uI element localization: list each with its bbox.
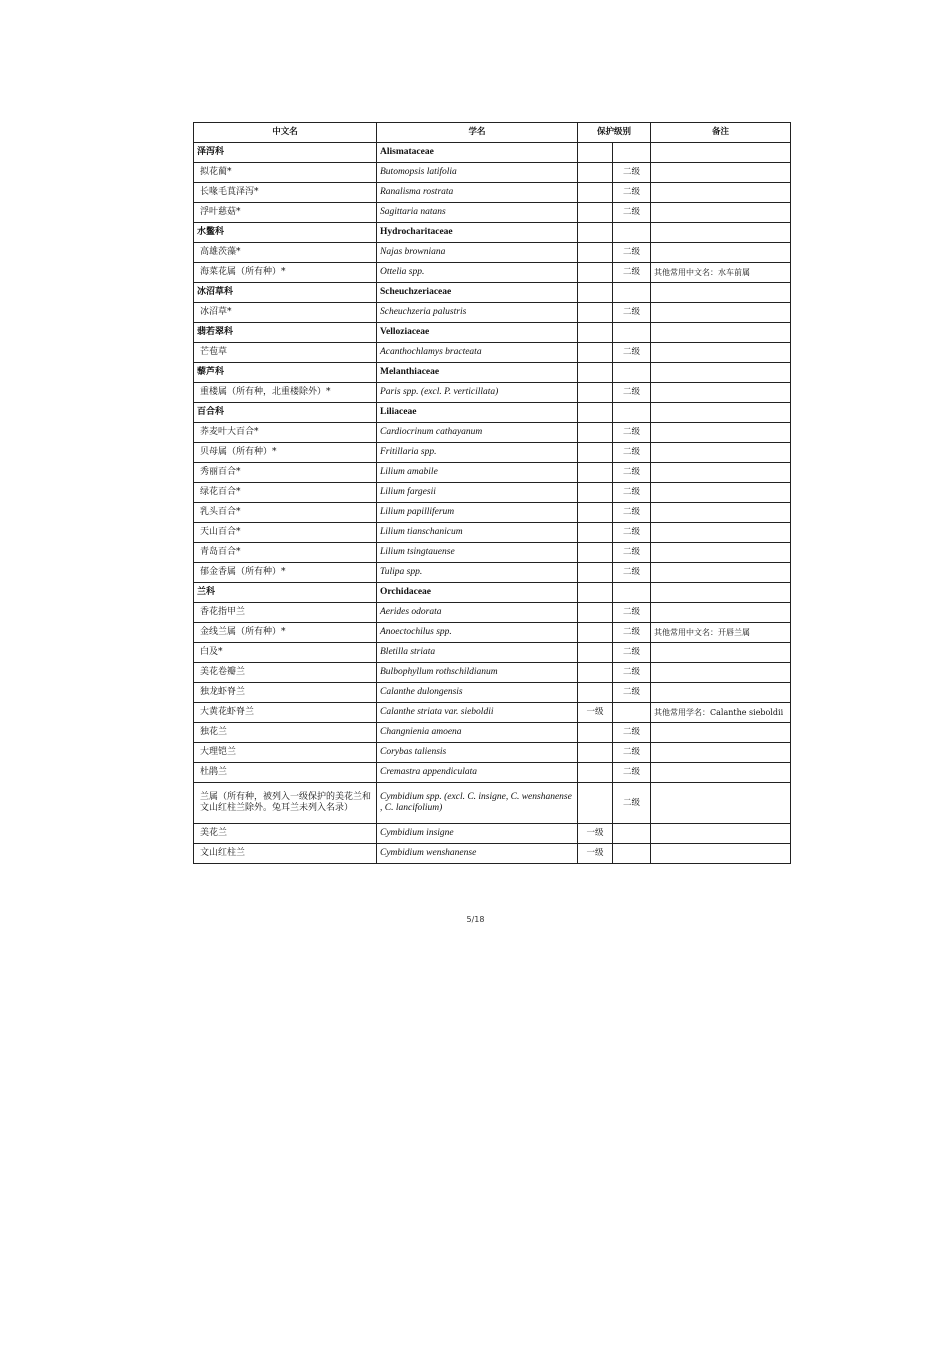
remarks-cell xyxy=(651,683,791,703)
table-row xyxy=(194,543,791,563)
remarks-cell xyxy=(651,443,791,463)
remarks-cell xyxy=(651,503,791,523)
chinese-name-cell: 长喙毛茛泽泻* xyxy=(194,183,377,203)
level-two-cell: 二级 xyxy=(613,443,651,463)
family-row xyxy=(194,223,791,243)
table-row xyxy=(194,683,791,703)
level-one-cell xyxy=(578,223,613,243)
header-chinese-name: 中文名 xyxy=(194,123,377,143)
remarks-cell xyxy=(651,523,791,543)
scientific-name-cell: Cardiocrinum cathayanum xyxy=(377,423,578,443)
level-two-cell xyxy=(613,703,651,723)
level-two-cell: 二级 xyxy=(613,163,651,183)
level-one-cell xyxy=(578,383,613,403)
level-two-cell xyxy=(613,403,651,423)
level-one-cell xyxy=(578,643,613,663)
level-one-cell xyxy=(578,503,613,523)
table-row xyxy=(194,463,791,483)
scientific-name-cell: Cymbidium spp. (excl. C. insigne, C. wenshanense , C. lancifolium) xyxy=(377,783,578,824)
table-row xyxy=(194,824,791,844)
table-row xyxy=(194,663,791,683)
table-row xyxy=(194,343,791,363)
remarks-cell xyxy=(651,844,791,864)
level-two-cell: 二级 xyxy=(613,423,651,443)
remarks-cell xyxy=(651,223,791,243)
table-row xyxy=(194,423,791,443)
table-row xyxy=(194,163,791,183)
scientific-name-cell: Fritillaria spp. xyxy=(377,443,578,463)
family-row xyxy=(194,323,791,343)
chinese-name-cell: 青岛百合* xyxy=(194,543,377,563)
remarks-cell xyxy=(651,643,791,663)
remarks-cell xyxy=(651,143,791,163)
level-one-cell xyxy=(578,783,613,824)
level-two-cell: 二级 xyxy=(613,663,651,683)
level-one-cell xyxy=(578,363,613,383)
level-one-cell xyxy=(578,463,613,483)
header-scientific-name: 学名 xyxy=(377,123,578,143)
chinese-name-cell: 大理铠兰 xyxy=(194,743,377,763)
scientific-name-cell: Cymbidium insigne xyxy=(377,824,578,844)
level-one-cell xyxy=(578,543,613,563)
level-two-cell: 二级 xyxy=(613,343,651,363)
remarks-cell xyxy=(651,163,791,183)
family-row xyxy=(194,583,791,603)
level-two-cell: 二级 xyxy=(613,643,651,663)
remarks-cell xyxy=(651,283,791,303)
chinese-name-cell: 翡若翠科 xyxy=(194,323,377,343)
level-one-cell xyxy=(578,483,613,503)
remarks-cell xyxy=(651,303,791,323)
scientific-name-cell: Lilium tianschanicum xyxy=(377,523,578,543)
chinese-name-cell: 水鳖科 xyxy=(194,223,377,243)
remarks-cell xyxy=(651,563,791,583)
level-one-cell xyxy=(578,263,613,283)
remarks-cell xyxy=(651,323,791,343)
level-one-cell xyxy=(578,743,613,763)
remarks-cell xyxy=(651,824,791,844)
chinese-name-cell: 绿花百合* xyxy=(194,483,377,503)
table-row xyxy=(194,643,791,663)
table-row xyxy=(194,523,791,543)
table-row xyxy=(194,383,791,403)
remarks-cell xyxy=(651,383,791,403)
chinese-name-cell: 百合科 xyxy=(194,403,377,423)
table-body xyxy=(194,143,791,864)
level-one-cell xyxy=(578,203,613,223)
scientific-name-cell: Calanthe dulongensis xyxy=(377,683,578,703)
scientific-name-cell: Bulbophyllum rothschildianum xyxy=(377,663,578,683)
remarks-cell xyxy=(651,423,791,443)
level-two-cell: 二级 xyxy=(613,463,651,483)
chinese-name-cell: 海菜花属（所有种）* xyxy=(194,263,377,283)
scientific-name-cell: Lilium papilliferum xyxy=(377,503,578,523)
chinese-name-cell: 拟花蔺* xyxy=(194,163,377,183)
scientific-name-cell: Acanthochlamys bracteata xyxy=(377,343,578,363)
level-one-cell: 一级 xyxy=(578,844,613,864)
scientific-name-cell: Bletilla striata xyxy=(377,643,578,663)
chinese-name-cell: 郁金香属（所有种）* xyxy=(194,563,377,583)
level-one-cell xyxy=(578,403,613,423)
level-two-cell xyxy=(613,223,651,243)
scientific-name-cell: Aerides odorata xyxy=(377,603,578,623)
level-one-cell xyxy=(578,603,613,623)
level-two-cell: 二级 xyxy=(613,603,651,623)
remarks-cell: 其他常用中文名：开唇兰属 xyxy=(651,623,791,643)
level-one-cell xyxy=(578,163,613,183)
table-row xyxy=(194,783,791,824)
table-row xyxy=(194,483,791,503)
remarks-cell xyxy=(651,763,791,783)
remarks-cell xyxy=(651,603,791,623)
chinese-name-cell: 冰沼草科 xyxy=(194,283,377,303)
level-one-cell xyxy=(578,303,613,323)
table-row xyxy=(194,303,791,323)
chinese-name-cell: 兰属（所有种，被列入一级保护的美花兰和文山红柱兰除外。兔耳兰未列入名录） xyxy=(194,783,377,824)
level-two-cell xyxy=(613,824,651,844)
chinese-name-cell: 贝母属（所有种）* xyxy=(194,443,377,463)
chinese-name-cell: 白及* xyxy=(194,643,377,663)
level-one-cell xyxy=(578,563,613,583)
chinese-name-cell: 浮叶慈菇* xyxy=(194,203,377,223)
remarks-cell xyxy=(651,203,791,223)
level-two-cell: 二级 xyxy=(613,563,651,583)
remarks-cell xyxy=(651,583,791,603)
chinese-name-cell: 重楼属（所有种，北重楼除外）* xyxy=(194,383,377,403)
level-one-cell xyxy=(578,283,613,303)
level-two-cell: 二级 xyxy=(613,503,651,523)
scientific-name-cell: Cymbidium wenshanense xyxy=(377,844,578,864)
level-two-cell xyxy=(613,583,651,603)
remarks-cell xyxy=(651,463,791,483)
level-one-cell xyxy=(578,443,613,463)
level-two-cell: 二级 xyxy=(613,303,651,323)
table-row xyxy=(194,263,791,283)
family-row xyxy=(194,403,791,423)
level-two-cell: 二级 xyxy=(613,743,651,763)
scientific-name-cell: Lilium fargesii xyxy=(377,483,578,503)
table-row xyxy=(194,183,791,203)
remarks-cell xyxy=(651,363,791,383)
level-one-cell xyxy=(578,763,613,783)
scientific-name-cell: Velloziaceae xyxy=(377,323,578,343)
table-header-row xyxy=(194,123,791,143)
level-two-cell: 二级 xyxy=(613,523,651,543)
level-two-cell xyxy=(613,363,651,383)
page-number: 5/18 xyxy=(466,915,485,924)
chinese-name-cell: 美花兰 xyxy=(194,824,377,844)
level-one-cell xyxy=(578,523,613,543)
remarks-cell: 其他常用中文名：水车前属 xyxy=(651,263,791,283)
level-two-cell: 二级 xyxy=(613,763,651,783)
level-one-cell xyxy=(578,623,613,643)
remarks-cell xyxy=(651,663,791,683)
remarks-cell: 其他常用学名：Calanthe sieboldii xyxy=(651,703,791,723)
scientific-name-cell: Liliaceae xyxy=(377,403,578,423)
level-two-cell: 二级 xyxy=(613,783,651,824)
scientific-name-cell: Anoectochilus spp. xyxy=(377,623,578,643)
chinese-name-cell: 秀丽百合* xyxy=(194,463,377,483)
table-row xyxy=(194,203,791,223)
scientific-name-cell: Lilium tsingtauense xyxy=(377,543,578,563)
level-two-cell: 二级 xyxy=(613,623,651,643)
level-two-cell: 二级 xyxy=(613,383,651,403)
remarks-cell xyxy=(651,783,791,824)
remarks-cell xyxy=(651,723,791,743)
scientific-name-cell: Najas browniana xyxy=(377,243,578,263)
level-one-cell xyxy=(578,723,613,743)
table-row xyxy=(194,743,791,763)
level-one-cell xyxy=(578,583,613,603)
chinese-name-cell: 荞麦叶大百合* xyxy=(194,423,377,443)
chinese-name-cell: 高雄茨藻* xyxy=(194,243,377,263)
scientific-name-cell: Ottelia spp. xyxy=(377,263,578,283)
scientific-name-cell: Scheuchzeriaceae xyxy=(377,283,578,303)
chinese-name-cell: 美花卷瓣兰 xyxy=(194,663,377,683)
scientific-name-cell: Melanthiaceae xyxy=(377,363,578,383)
chinese-name-cell: 芒苞草 xyxy=(194,343,377,363)
scientific-name-cell: Corybas taliensis xyxy=(377,743,578,763)
chinese-name-cell: 杜鹃兰 xyxy=(194,763,377,783)
chinese-name-cell: 乳头百合* xyxy=(194,503,377,523)
table-row xyxy=(194,503,791,523)
level-two-cell: 二级 xyxy=(613,203,651,223)
scientific-name-cell: Scheuchzeria palustris xyxy=(377,303,578,323)
remarks-cell xyxy=(651,743,791,763)
remarks-cell xyxy=(651,543,791,563)
table-row xyxy=(194,443,791,463)
scientific-name-cell: Cremastra appendiculata xyxy=(377,763,578,783)
table-row xyxy=(194,623,791,643)
remarks-cell xyxy=(651,403,791,423)
level-one-cell xyxy=(578,683,613,703)
remarks-cell xyxy=(651,243,791,263)
scientific-name-cell: Ranalisma rostrata xyxy=(377,183,578,203)
family-row xyxy=(194,363,791,383)
chinese-name-cell: 文山红柱兰 xyxy=(194,844,377,864)
scientific-name-cell: Hydrocharitaceae xyxy=(377,223,578,243)
header-remarks: 备注 xyxy=(651,123,791,143)
family-row xyxy=(194,143,791,163)
chinese-name-cell: 独龙虾脊兰 xyxy=(194,683,377,703)
level-one-cell xyxy=(578,143,613,163)
level-one-cell: 一级 xyxy=(578,824,613,844)
chinese-name-cell: 藜芦科 xyxy=(194,363,377,383)
chinese-name-cell: 金线兰属（所有种）* xyxy=(194,623,377,643)
level-two-cell: 二级 xyxy=(613,483,651,503)
table-row xyxy=(194,723,791,743)
chinese-name-cell: 冰沼草* xyxy=(194,303,377,323)
level-two-cell xyxy=(613,283,651,303)
level-two-cell xyxy=(613,143,651,163)
scientific-name-cell: Butomopsis latifolia xyxy=(377,163,578,183)
level-one-cell xyxy=(578,663,613,683)
scientific-name-cell: Sagittaria natans xyxy=(377,203,578,223)
chinese-name-cell: 兰科 xyxy=(194,583,377,603)
header-protection-level: 保护级别 xyxy=(578,123,651,143)
remarks-cell xyxy=(651,483,791,503)
scientific-name-cell: Changnienia amoena xyxy=(377,723,578,743)
chinese-name-cell: 独花兰 xyxy=(194,723,377,743)
table-row xyxy=(194,243,791,263)
scientific-name-cell: Paris spp. (excl. P. verticillata) xyxy=(377,383,578,403)
chinese-name-cell: 大黄花虾脊兰 xyxy=(194,703,377,723)
level-one-cell xyxy=(578,323,613,343)
remarks-cell xyxy=(651,343,791,363)
level-one-cell: 一级 xyxy=(578,703,613,723)
level-two-cell: 二级 xyxy=(613,723,651,743)
level-two-cell xyxy=(613,323,651,343)
level-one-cell xyxy=(578,423,613,443)
scientific-name-cell: Calanthe striata var. sieboldii xyxy=(377,703,578,723)
level-one-cell xyxy=(578,343,613,363)
level-one-cell xyxy=(578,183,613,203)
chinese-name-cell: 香花指甲兰 xyxy=(194,603,377,623)
table-row xyxy=(194,703,791,723)
level-two-cell xyxy=(613,844,651,864)
table-row xyxy=(194,763,791,783)
scientific-name-cell: Tulipa spp. xyxy=(377,563,578,583)
table-row xyxy=(194,563,791,583)
table-row xyxy=(194,603,791,623)
scientific-name-cell: Alismataceae xyxy=(377,143,578,163)
level-two-cell: 二级 xyxy=(613,243,651,263)
level-two-cell: 二级 xyxy=(613,683,651,703)
level-two-cell: 二级 xyxy=(613,543,651,563)
family-row xyxy=(194,283,791,303)
level-two-cell: 二级 xyxy=(613,183,651,203)
chinese-name-cell: 泽泻科 xyxy=(194,143,377,163)
level-two-cell: 二级 xyxy=(613,263,651,283)
remarks-cell xyxy=(651,183,791,203)
scientific-name-cell: Orchidaceae xyxy=(377,583,578,603)
chinese-name-cell: 天山百合* xyxy=(194,523,377,543)
level-one-cell xyxy=(578,243,613,263)
scientific-name-cell: Lilium amabile xyxy=(377,463,578,483)
table-row xyxy=(194,844,791,864)
species-table xyxy=(193,122,791,864)
